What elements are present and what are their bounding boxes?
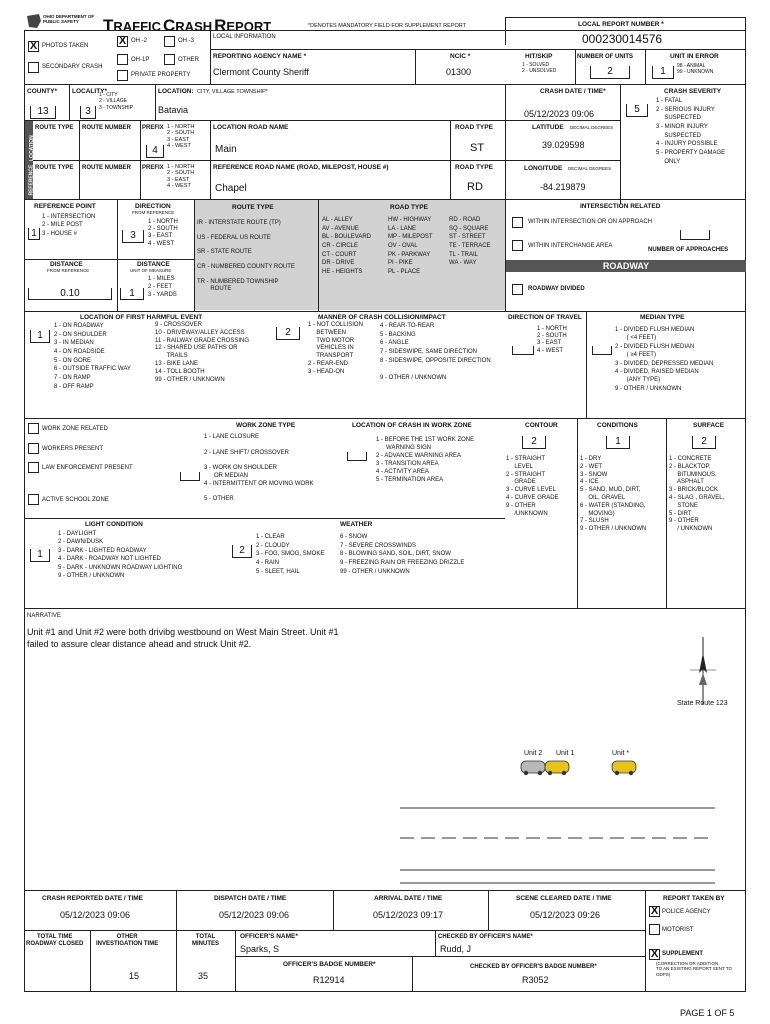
distance-sub: FROM REFERENCE xyxy=(47,268,90,273)
work-zone-type[interactable] xyxy=(180,472,200,481)
median-type-options: 1 - DIVIDED FLUSH MEDIAN ( <4 FEET) 2 - DIVIDED FLUSH MEDIAN ( ≥4 FEET) 3 - DIVIDED, DEPRESSED MEDIAN 4 - DIVIDED, RAISED MEDIAN (ANY TYPE) 9 - OTHER / UNKNOWN xyxy=(615,327,714,392)
agency-logo-text: OHIO DEPARTMENT OF PUBLIC SAFETY xyxy=(43,14,95,24)
ohio-seal-icon xyxy=(26,13,42,29)
ref-route-number-label: ROUTE NUMBER xyxy=(82,165,131,171)
secondary-crash-checkbox[interactable] xyxy=(28,62,39,73)
manner-of-crash-title: MANNER OF CRASH COLLISION/IMPACT xyxy=(318,314,446,321)
work-zone-location-title: LOCATION OF CRASH IN WORK ZONE xyxy=(352,422,472,429)
diagram-unit-2-label: Unit 2 xyxy=(524,750,543,757)
road-type-col2: HW - HIGHWAY LA - LANE MP - MILEPOST OV - OVAL PK - PARKWAY PI - PIKE PL - PLACE xyxy=(388,217,433,276)
supplement-note: (CORRECTION OR ADDITION TO AN EXISTING REPORT SENT TO ODPS) xyxy=(656,961,733,977)
locality-options: 1 - CITY 2 - VILLAGE 3 - TOWNSHIP xyxy=(99,92,133,111)
intersection-related-label: INTERSECTION RELATED xyxy=(580,203,661,210)
crash-severity[interactable]: 5 xyxy=(626,104,648,117)
reporting-agency-label: REPORTING AGENCY NAME * xyxy=(213,53,307,60)
direction[interactable]: 3 xyxy=(122,230,144,243)
checked-badge-number[interactable]: R3052 xyxy=(522,975,549,985)
total-time-roadway-closed-label: TOTAL TIME ROADWAY CLOSED xyxy=(26,934,84,948)
work-zone-related-label: WORK ZONE RELATED xyxy=(42,426,108,432)
surface[interactable]: 2 xyxy=(692,436,716,449)
median-type[interactable] xyxy=(592,346,612,355)
law-enforcement-present-checkbox[interactable] xyxy=(28,462,39,473)
ref-route-type-label: ROUTE TYPE xyxy=(35,165,74,171)
work-zone-type-options: 1 - LANE CLOSURE 2 - LANE SHIFT/ CROSSOVER 3 - WORK ON SHOULDER OR MEDIAN 4 - INTERMITTENT OR MOVING WORK 5 - OTHER xyxy=(204,434,314,503)
longitude-sub: DECIMAL DEGREES xyxy=(568,166,612,171)
location-sub: CITY, VILLAGE TOWNSHIP* xyxy=(197,89,268,95)
photos-taken-checkbox[interactable]: X xyxy=(29,40,38,52)
crash-reported[interactable]: 05/12/2023 09:06 xyxy=(60,910,131,920)
location-label: LOCATION: xyxy=(158,88,194,95)
other-investigation-label: OTHER INVESTIGATION TIME xyxy=(96,934,159,948)
unit-in-error[interactable]: 1 xyxy=(652,66,674,79)
badge-number[interactable]: R12914 xyxy=(313,975,345,985)
latitude-label: LATITUDE xyxy=(532,124,564,131)
route-number-label: ROUTE NUMBER xyxy=(82,125,131,131)
arrival-label: ARRIVAL DATE / TIME xyxy=(374,895,443,902)
other-label: OTHER xyxy=(178,57,199,63)
distance[interactable]: 0.10 xyxy=(28,288,112,300)
active-school-zone-checkbox[interactable] xyxy=(28,494,39,505)
distance-unit-sub: UNIT OF MEASURE xyxy=(130,268,172,273)
surface-title: SURFACE xyxy=(693,422,725,429)
number-of-approaches-label: NUMBER OF APPROACHES xyxy=(648,247,729,253)
local-report-number[interactable]: 000230014576 xyxy=(582,32,663,46)
contour-options: 1 - STRAIGHT LEVEL 2 - STRAIGHT GRADE 3 - CURVE LEVEL 4 - CURVE GRADE 9 - OTHER /UNKNOWN xyxy=(506,456,559,517)
direction-of-travel-title: DIRECTION OF TRAVEL xyxy=(508,314,582,321)
vehicle-unit-2 xyxy=(521,761,545,775)
page-number: PAGE 1 OF 5 xyxy=(680,1008,735,1018)
officer-name[interactable]: Sparks, S xyxy=(240,944,280,954)
county-label: COUNTY* xyxy=(27,88,57,95)
first-harmful-event-title: LOCATION OF FIRST HARMFUL EVENT xyxy=(80,314,203,321)
supplement-label: SUPPLEMENT xyxy=(662,951,704,957)
motorist-label: MOTORIST xyxy=(662,927,694,933)
within-interchange-checkbox[interactable] xyxy=(512,240,523,251)
manner-of-crash-col2: 4 - REAR-TO-REAR 5 - BACKING 6 - ANGLE 7 - SIDESWIPE, SAME DIRECTION 8 - SIDESWIPE, OPPOSITE DIRECTION 9 - OTHER / UNKNOWN xyxy=(380,323,491,382)
work-zone-type-title: WORK ZONE TYPE xyxy=(236,422,296,429)
checked-badge-label: CHECKED BY OFFICER'S BADGE NUMBER* xyxy=(470,964,597,970)
unit-in-error-options: 98 - ANIMAL 99 - UNKNOWN xyxy=(677,63,714,76)
ncic-label: NCIC * xyxy=(450,53,471,60)
ref-prefix-options: 1 - NORTH 2 - SOUTH 3 - EAST 4 - WEST xyxy=(167,164,195,189)
ncic[interactable]: 01300 xyxy=(446,67,472,77)
prefix-options: 1 - NORTH 2 - SOUTH 3 - EAST 4 - WEST xyxy=(167,124,195,149)
manner-of-crash[interactable]: 2 xyxy=(276,327,300,340)
latitude[interactable]: 39.029598 xyxy=(542,140,585,150)
agency-logo xyxy=(26,13,102,29)
scene-cleared[interactable]: 05/12/2023 09:26 xyxy=(530,910,601,920)
first-harmful-event-col2: 9 - CROSSOVER 10 - DRIVEWAY/ALLEY ACCESS 11 - RAILWAY GRADE CROSSING 12 - SHARED USE PATHS OR TRAILS 13 - BIKE LANE 14 - TOLL BOOTH 99 - OTHER / UNKNOWN xyxy=(155,322,250,383)
workers-present-checkbox[interactable] xyxy=(28,443,39,454)
reference-point-options: 1 - INTERSECTION 2 - MILE POST 3 - HOUSE # xyxy=(42,214,96,237)
dispatch-label: DISPATCH DATE / TIME xyxy=(214,895,287,902)
weather[interactable]: 2 xyxy=(232,545,252,558)
contour[interactable]: 2 xyxy=(522,436,546,449)
diagram-unit-1-label: Unit 1 xyxy=(556,750,575,757)
narrative-text[interactable]: Unit #1 and Unit #2 were both drivibg westbound on West Main Street. Unit #1 failed to assure clear distance ahead and struck Unit #2. xyxy=(27,627,339,650)
location-road-label: LOCATION ROAD NAME xyxy=(213,124,289,131)
distance-unit-options: 1 - MILES 2 - FEET 3 - YARDS xyxy=(148,276,177,298)
oh3-checkbox[interactable] xyxy=(164,36,175,47)
road-lines xyxy=(400,808,715,883)
ref-road-type-label: ROAD TYPE xyxy=(455,164,493,171)
reference-point[interactable]: 1 xyxy=(28,228,40,240)
oh2-label: OH -2 xyxy=(131,38,148,44)
scene-cleared-label: SCENE CLEARED DATE / TIME xyxy=(516,895,612,902)
law-enforcement-present-label: LAW ENFORCEMENT PRESENT xyxy=(42,465,133,471)
arrival[interactable]: 05/12/2023 09:17 xyxy=(373,910,444,920)
conditions[interactable]: 1 xyxy=(606,436,630,449)
road-type[interactable]: ST xyxy=(470,142,485,154)
within-intersection-label: WITHIN INTERSECTION OR ON APPROACH xyxy=(528,219,653,225)
north-arrow-icon xyxy=(690,637,716,705)
route-type-options: IR - INTERSTATE ROUTE (TP) US - FEDERAL US ROUTE SR - STATE ROUTE CR - NUMBERED COUNTY ROUTE TR - NUMBERED TOWNSHIP ROUTE xyxy=(197,220,295,292)
crash-severity-options: 1 - FATAL 2 - SERIOUS INJURY SUSPECTED 3 - MINOR INJURY SUSPECTED 4 - INJURY POSSIBLE 5 - PROPERTY DAMAGE ONLY xyxy=(656,98,726,165)
direction-label: DIRECTION xyxy=(135,203,171,210)
number-of-units-label: NUMBER OF UNITS xyxy=(577,54,633,60)
vehicle-unit-1 xyxy=(545,761,569,775)
private-property-checkbox[interactable] xyxy=(117,70,128,81)
weather-col1: 1 - CLEAR 2 - CLOUDY 3 - FOG, SMOG, SMOKE 4 - RAIN 5 - SLEET, HAIL xyxy=(256,534,325,575)
weather-title: WEATHER xyxy=(340,521,373,528)
report-taken-by-label: REPORT TAKEN BY xyxy=(663,895,725,902)
local-report-number-label: LOCAL REPORT NUMBER * xyxy=(578,21,664,28)
secondary-crash-label: SECONDARY CRASH xyxy=(42,64,103,70)
direction-sub: FROM REFERENCE xyxy=(132,210,175,215)
median-type-title: MEDIAN TYPE xyxy=(640,314,685,321)
hit-skip-label: HIT/SKIP xyxy=(525,53,553,60)
narrative-label: NARRATIVE xyxy=(27,613,61,619)
conditions-title: CONDITIONS xyxy=(597,422,638,429)
reference-point-label: REFERENCE POINT xyxy=(34,203,96,210)
locality-label: LOCALITY* xyxy=(72,88,108,95)
police-agency-checkbox[interactable]: X xyxy=(650,905,659,917)
distance-label: DISTANCE xyxy=(50,261,83,268)
crash-severity-label: CRASH SEVERITY xyxy=(664,88,722,95)
active-school-zone-label: ACTIVE SCHOOL ZONE xyxy=(42,497,109,503)
road-type-label: ROAD TYPE xyxy=(455,124,493,131)
supplement-checkbox[interactable]: X xyxy=(650,948,659,960)
route-type-title: ROUTE TYPE xyxy=(232,204,274,211)
ref-prefix-label: PREFIX xyxy=(142,165,164,171)
crash-date-label: CRASH DATE / TIME* xyxy=(540,88,606,95)
roadway-divided-label: ROADWAY DIVIDED xyxy=(528,286,585,292)
light-condition-title: LIGHT CONDITION xyxy=(85,521,143,528)
number-of-units[interactable]: 2 xyxy=(590,66,630,79)
route-type-label: ROUTE TYPE xyxy=(35,125,74,131)
number-of-approaches[interactable] xyxy=(680,230,710,240)
longitude[interactable]: -84.219879 xyxy=(540,182,586,192)
workers-present-label: WORKERS PRESENT xyxy=(42,446,104,452)
light-condition[interactable]: 1 xyxy=(30,549,50,562)
reference-road-label: REFERENCE ROAD NAME (ROAD, MILEPOST, HOUSE #) xyxy=(213,164,389,171)
motorist-checkbox[interactable] xyxy=(649,924,660,935)
direction-options: 1 - NORTH 2 - SOUTH 3 - EAST 4 - WEST xyxy=(148,219,178,247)
roadway-bar: ROADWAY xyxy=(506,260,746,272)
diagram-road-label: State Route 123 xyxy=(677,700,728,707)
report-title: TRAFFIC CRASH REPORT xyxy=(103,16,272,35)
first-harmful-event-col1: 1 - ON ROADWAY 2 - ON SHOULDER 3 - IN MEDIAN 4 - ON ROADSIDE 5 - ON GORE 6 - OUTSIDE TRAFFIC WAY 7 - ON RAMP 8 - OFF RAMP xyxy=(54,323,131,390)
location-road[interactable]: Main xyxy=(215,144,237,155)
local-information-label: LOCAL INFORMATION xyxy=(213,34,276,40)
oh1p-checkbox[interactable] xyxy=(117,54,128,65)
locality[interactable]: 3 xyxy=(80,106,96,119)
ref-road-type[interactable]: RD xyxy=(467,181,483,193)
other-investigation-time[interactable]: 15 xyxy=(129,971,140,981)
total-minutes-label: TOTAL MINUTES xyxy=(192,934,219,948)
road-type-col3: RD - ROAD SQ - SQUARE ST - STREET TE - TERRACE TL - TRAIL WA - WAY xyxy=(449,217,491,267)
direction-of-travel-options: 1 - NORTH 2 - SOUTH 3 - EAST 4 - WEST xyxy=(537,326,567,354)
light-condition-options: 1 - DAYLIGHT 2 - DAWN/DUSK 3 - DARK - LIGHTED ROADWAY 4 - DARK - ROADWAY NOT LIGHTED 5 - DARK - UNKNOWN ROADWAY LIGHTING 9 - OTHER / UNKNOWN xyxy=(58,531,183,579)
side-label-reference: REFERENCE xyxy=(28,164,35,196)
reporting-agency[interactable]: Clermont County Sheriff xyxy=(213,67,309,77)
checked-by[interactable]: Rudd, J xyxy=(440,944,472,954)
crash-reported-label: CRASH REPORTED DATE / TIME xyxy=(42,895,143,902)
location[interactable]: Batavia xyxy=(158,105,189,115)
first-harmful-event[interactable]: 1 xyxy=(30,330,50,343)
officer-name-label: OFFICER'S NAME* xyxy=(240,933,298,940)
roadway-divided-checkbox[interactable] xyxy=(512,284,523,295)
prefix[interactable]: 4 xyxy=(146,145,164,158)
road-type-title: ROAD TYPE xyxy=(390,204,428,211)
longitude-label: LONGITUDE xyxy=(524,165,563,172)
within-intersection-checkbox[interactable] xyxy=(512,217,523,228)
crash-date[interactable]: 05/12/2023 09:06 xyxy=(524,109,595,119)
diagram-unit-arrow-label: Unit * xyxy=(612,750,630,757)
total-minutes[interactable]: 35 xyxy=(198,971,209,981)
oh1p-label: OH-1P xyxy=(131,57,150,63)
checked-by-label: CHECKED BY OFFICER'S NAME* xyxy=(438,934,533,940)
mandatory-note: *DENOTES MANDATORY FIELD FOR SUPPLEMENT REPORT xyxy=(308,23,467,29)
prefix-label: PREFIX xyxy=(142,125,164,131)
road-type-col1: AL - ALLEY AV - AVENUE BL - BOULEVARD CR - CIRCLE CT - COURT DR - DRIVE HE - HEIGHTS xyxy=(322,217,372,276)
hit-skip-options: 1 - SOLVED 2 - UNSOLVED xyxy=(522,62,557,75)
police-agency-label: POLICE AGENCY xyxy=(662,909,711,915)
work-zone-location[interactable] xyxy=(347,452,367,461)
unit-in-error-label: UNIT IN ERROR xyxy=(670,53,719,60)
oh2-checkbox[interactable]: X xyxy=(118,35,127,47)
conditions-options: 1 - DRY 2 - WET 3 - SNOW 4 - ICE 5 - SAND, MUD, DIRT, OIL, GRAVEL 6 - WATER (STANDING, MOVING) 7 - SLUSH 9 - OTHER / UNKNOWN xyxy=(580,456,647,533)
reference-road[interactable]: Chapel xyxy=(215,183,247,194)
other-checkbox[interactable] xyxy=(164,54,175,65)
direction-of-travel[interactable] xyxy=(512,346,534,355)
distance-unit-label: DISTANCE xyxy=(137,261,170,268)
dispatch[interactable]: 05/12/2023 09:06 xyxy=(219,910,290,920)
weather-col2: 6 - SNOW 7 - SEVERE CROSSWINDS 8 - BLOWING SAND, SOIL, DIRT, SNOW 9 - FREEZING RAIN OR FREEZING DRIZZLE 99 - OTHER / UNKNOWN xyxy=(340,534,465,575)
oh3-label: OH -3 xyxy=(178,38,195,44)
county[interactable]: 13 xyxy=(30,106,56,119)
latitude-sub: DECIMAL DEGREES xyxy=(570,125,614,130)
side-label-location: LOCATION xyxy=(28,135,35,161)
surface-options: 1 - CONCRETE 2 - BLACKTOP, BITUMINOUS, ASPHALT 3 - BRICK/BLOCK 4 - SLAG , GRAVEL, STONE 5 - DIRT 9 - OTHER / UNKNOWN xyxy=(669,456,725,533)
distance-unit[interactable]: 1 xyxy=(120,288,144,300)
manner-of-crash-col1: 1 - NOT COLLISION BETWEEN TWO MOTOR VEHICLES IN TRANSPORT 2 - REAR-END 3 - HEAD-ON xyxy=(308,322,363,375)
photos-taken-label: PHOTOS TAKEN xyxy=(42,43,89,49)
private-property-label: PRIVATE PROPERTY xyxy=(131,72,191,78)
contour-title: CONTOUR xyxy=(525,422,558,429)
within-interchange-label: WITHIN INTERCHANGE AREA xyxy=(528,243,613,249)
crash-diagram xyxy=(390,625,740,900)
badge-number-label: OFFICER'S BADGE NUMBER* xyxy=(283,961,376,968)
vehicle-unit-arrow xyxy=(612,761,636,775)
work-zone-related-checkbox[interactable] xyxy=(28,423,39,434)
work-zone-location-options: 1 - BEFORE THE 1ST WORK ZONE WARNING SIGN 2 - ADVANCE WARNING AREA 3 - TRANSITION AREA 4 - ACTIVITY AREA 5 - TERMINATION AREA xyxy=(376,437,475,484)
